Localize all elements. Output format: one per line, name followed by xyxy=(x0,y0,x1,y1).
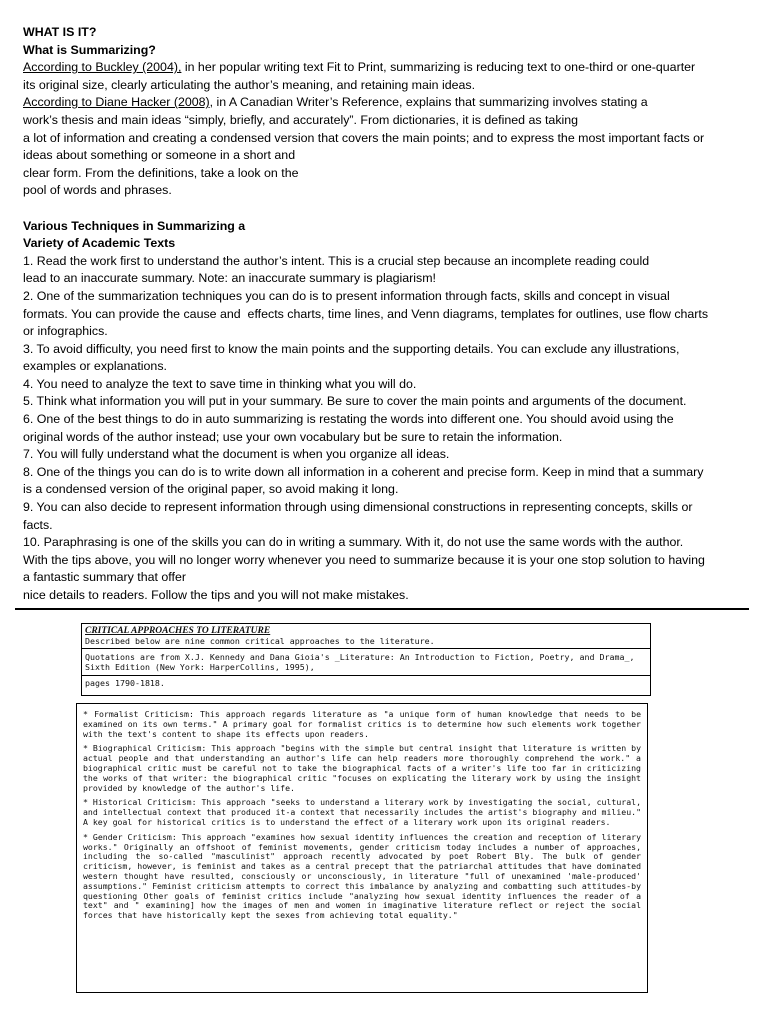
technique-line: or infographics. xyxy=(23,324,108,339)
paragraph-hacker-line3: a lot of information and creating a condensed version that covers the main points; and to express the most important facts or xyxy=(23,130,705,145)
technique-line: 9. You can also decide to represent information through using dimensional constructions in representing concepts, skills or xyxy=(23,500,693,515)
heading-variety-texts: Variety of Academic Texts xyxy=(23,236,176,251)
paragraph-hacker-line6: pool of words and phrases. xyxy=(23,183,172,198)
buckley-citation-link[interactable]: According to Buckley (2004), xyxy=(23,60,182,75)
technique-line: facts. xyxy=(23,517,53,532)
technique-line: 6. One of the best things to do in auto summarizing is restating the words into different one. You should avoid using the xyxy=(23,412,674,427)
technique-line: 4. You need to analyze the text to save time in thinking what you will do. xyxy=(23,376,417,391)
technique-line: lead to an inaccurate summary. Note: an inaccurate summary is plagiarism! xyxy=(23,271,436,286)
summarizing-article xyxy=(23,24,758,605)
technique-line: 3. To avoid difficulty, you need first to know the main points and the supporting details. You can exclude any illustrations, xyxy=(23,341,680,356)
biographical-criticism-paragraph: * Biographical Criticism: This approach "begins with the simple but central insight that literature is written by actual people and that understanding an author's life can help readers more thoroughly comprehend the work." a biographical critic must be careful not to take the biographical facts of a writer's life too far in criticizing the works of that writer: the biographical critic "focuses on explicating the literary work by using the insight provided by knowledge of the author's life. xyxy=(83,743,641,793)
critical-approaches-title: CRITICAL APPROACHES TO LITERATURE xyxy=(85,626,271,636)
historical-criticism-paragraph: * Historical Criticism: This approach "seeks to understand a literary work by investigating the social, cultural, and intellectual context that produced it-a context that necessarily includes the artist's biography and milieu." A key goal for historical critics is to understand the effect of a literary work upon its original readers. xyxy=(83,797,641,827)
technique-line: a fantastic summary that offer xyxy=(23,570,186,585)
technique-line: formats. You can provide the cause and effects charts, time lines, and Venn diagrams, templates for outlines, use flow charts xyxy=(23,306,709,321)
technique-line: 1. Read the work first to understand the author’s intent. This is a crucial step because an incomplete reading could xyxy=(23,253,650,268)
horizontal-divider xyxy=(15,608,749,610)
critical-approaches-header-box xyxy=(81,623,651,696)
paragraph-hacker-line5: clear form. From the definitions, take a look on the xyxy=(23,165,299,180)
technique-line: 7. You will fully understand what the document is when you organize all ideas. xyxy=(23,447,450,462)
paragraph-hacker-line1 xyxy=(23,94,758,112)
paragraph-hacker-line2: work’s thesis and main ideas “simply, briefly, and accurately”. From dictionaries, it is defined as taking xyxy=(23,112,579,127)
technique-line: With the tips above, you will no longer worry whenever you need to summarize because it is your one stop solution to having xyxy=(23,552,705,567)
paragraph-hacker-line4: ideas about something or someone in a short and xyxy=(23,148,296,163)
formalist-criticism-paragraph: * Formalist Criticism: This approach regards literature as "a unique form of human knowledge that needs to be examined on its own terms." A primary goal for formalist critics is to determine how such elements work together with the text's content to shape its effects upon readers. xyxy=(83,709,641,739)
heading-what-is-summarizing: What is Summarizing? xyxy=(23,42,156,57)
spacer xyxy=(23,200,758,218)
technique-line: nice details to readers. Follow the tips and you will not make mistakes. xyxy=(23,588,409,602)
gender-criticism-paragraph: * Gender Criticism: This approach "examines how sexual identity influences the creation and reception of literary works." Originally an offshoot of feminist movements, gender criticism today includes a number of approaches, including the so-called "masculinist" approach recently advocated by poet Robert Bly. The bulk of gender criticism, however, is feminist and takes as a central precept that the patriarchal attitudes that have dominated western thought have resulted, consciously or unconsciously, in literature "full of unexamined 'male-produced' assumptions." Feminist criticism attempts to correct this imbalance by analyzing and combatting such attitudes-by questioning Other goals of feminist critics include "analyzing how sexual identity influences the reader of a text" and " examining] how the images of men and women in imaginative literature reflect or reject the social forces that have historically kept the sexes from achieving total equality." xyxy=(83,831,641,921)
quotation-source: Quotations are from X.J. Kennedy and Dana Gioia's _Literature: An Introduction to Fiction, Poetry, and Drama_, Sixth Edition (New York: HarperCollins, 1995), xyxy=(82,648,650,672)
paragraph-buckley-line2: its original size, clearly articulating the author’s meaning, and retaining main ideas. xyxy=(23,77,476,92)
hacker-line1-text: , in A Canadian Writer’s Reference, explains that summarizing involves stating a xyxy=(209,95,648,110)
critical-approaches-list-box xyxy=(76,703,648,993)
heading-various-techniques: Various Techniques in Summarizing a xyxy=(23,218,246,233)
techniques-list xyxy=(23,253,758,605)
technique-line: is a condensed version of the original paper, so avoid making it long. xyxy=(23,482,399,497)
quotation-pages: pages 1790-1818. xyxy=(82,675,650,688)
buckley-line1-text: in her popular writing text Fit to Print, summarizing is reducing text to one-third or one-quarter xyxy=(181,60,696,75)
critical-approaches-description: Described below are nine common critical approaches to the literature. xyxy=(85,636,435,646)
paragraph-buckley-line1 xyxy=(23,59,758,77)
technique-line: 5. Think what information you will put in your summary. Be sure to cover the main points and arguments of the document. xyxy=(23,394,687,409)
hacker-citation-link[interactable]: According to Diane Hacker (2008) xyxy=(23,95,210,110)
technique-line: original words of the author instead; use your own vocabulary but be sure to retain the information. xyxy=(23,429,563,444)
heading-what-is-it: WHAT IS IT? xyxy=(23,25,97,39)
technique-line: 2. One of the summarization techniques you can do is to present information through facts, skills and concept in visual xyxy=(23,288,670,303)
technique-line: examples or explanations. xyxy=(23,359,167,374)
technique-line: 10. Paraphrasing is one of the skills you can do in writing a summary. With it, do not use the same words with the author. xyxy=(23,535,684,550)
technique-line: 8. One of the things you can do is to write down all information in a coherent and precise form. Keep in mind that a summary xyxy=(23,464,704,479)
